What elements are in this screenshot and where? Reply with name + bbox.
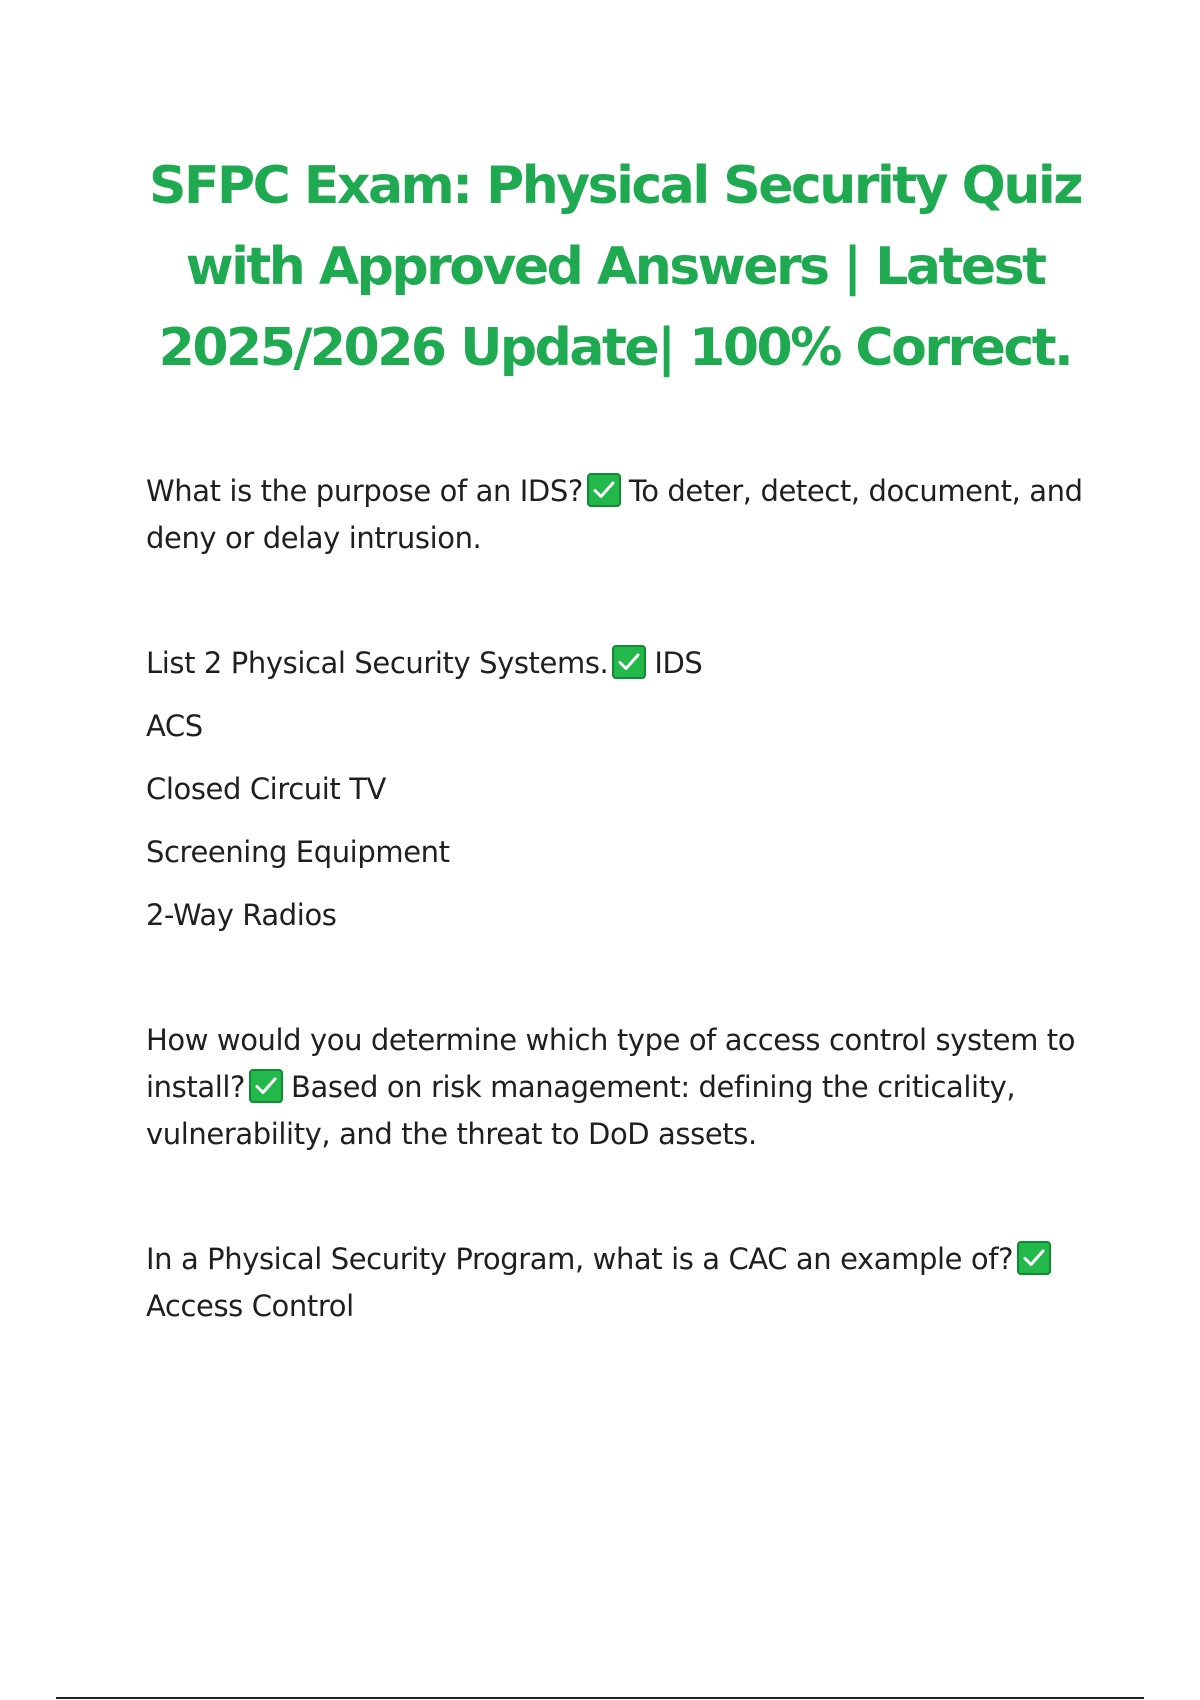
question-text: In a Physical Security Program, what is a CAC an example of?: [146, 1242, 1014, 1276]
answer-line: 2-Way Radios: [146, 898, 337, 932]
qa-line: [146, 1236, 1096, 1330]
qa-list: [146, 468, 1096, 1330]
check-mark-icon: [249, 1069, 283, 1103]
qa-item-2: [146, 640, 1096, 939]
question-text: What is the purpose of an IDS?: [146, 474, 583, 508]
answer-line: Screening Equipment: [146, 835, 450, 869]
question-text: How would you determine which type of access control system to install?: [146, 1023, 1076, 1104]
check-mark-icon: [587, 473, 621, 507]
answer-text: To deter, detect, document, and deny or delay intrusion.: [146, 474, 1083, 555]
page-title: SFPC Exam: Physical Security Quiz with Approved Answers | Latest 2025/2026 Update| 100% Correct.: [149, 156, 1081, 378]
qa-item-3: [146, 1017, 1096, 1158]
answer-text: Access Control: [146, 1289, 354, 1323]
qa-line: [146, 640, 1096, 687]
qa-item-4: [146, 1236, 1096, 1330]
answer-line: ACS: [146, 709, 203, 743]
answer-text: Based on risk management: defining the criticality, vulnerability, and the threat to DoD assets.: [146, 1070, 1016, 1151]
bottom-divider: [56, 1697, 1144, 1699]
qa-item-1: [146, 468, 1096, 562]
qa-line: [146, 468, 1096, 562]
check-mark-icon: [1017, 1241, 1051, 1275]
qa-line: [146, 1017, 1096, 1158]
answer-text: IDS: [654, 646, 703, 680]
check-mark-icon: [612, 645, 646, 679]
question-text: List 2 Physical Security Systems.: [146, 646, 609, 680]
answer-line: Closed Circuit TV: [146, 772, 386, 806]
